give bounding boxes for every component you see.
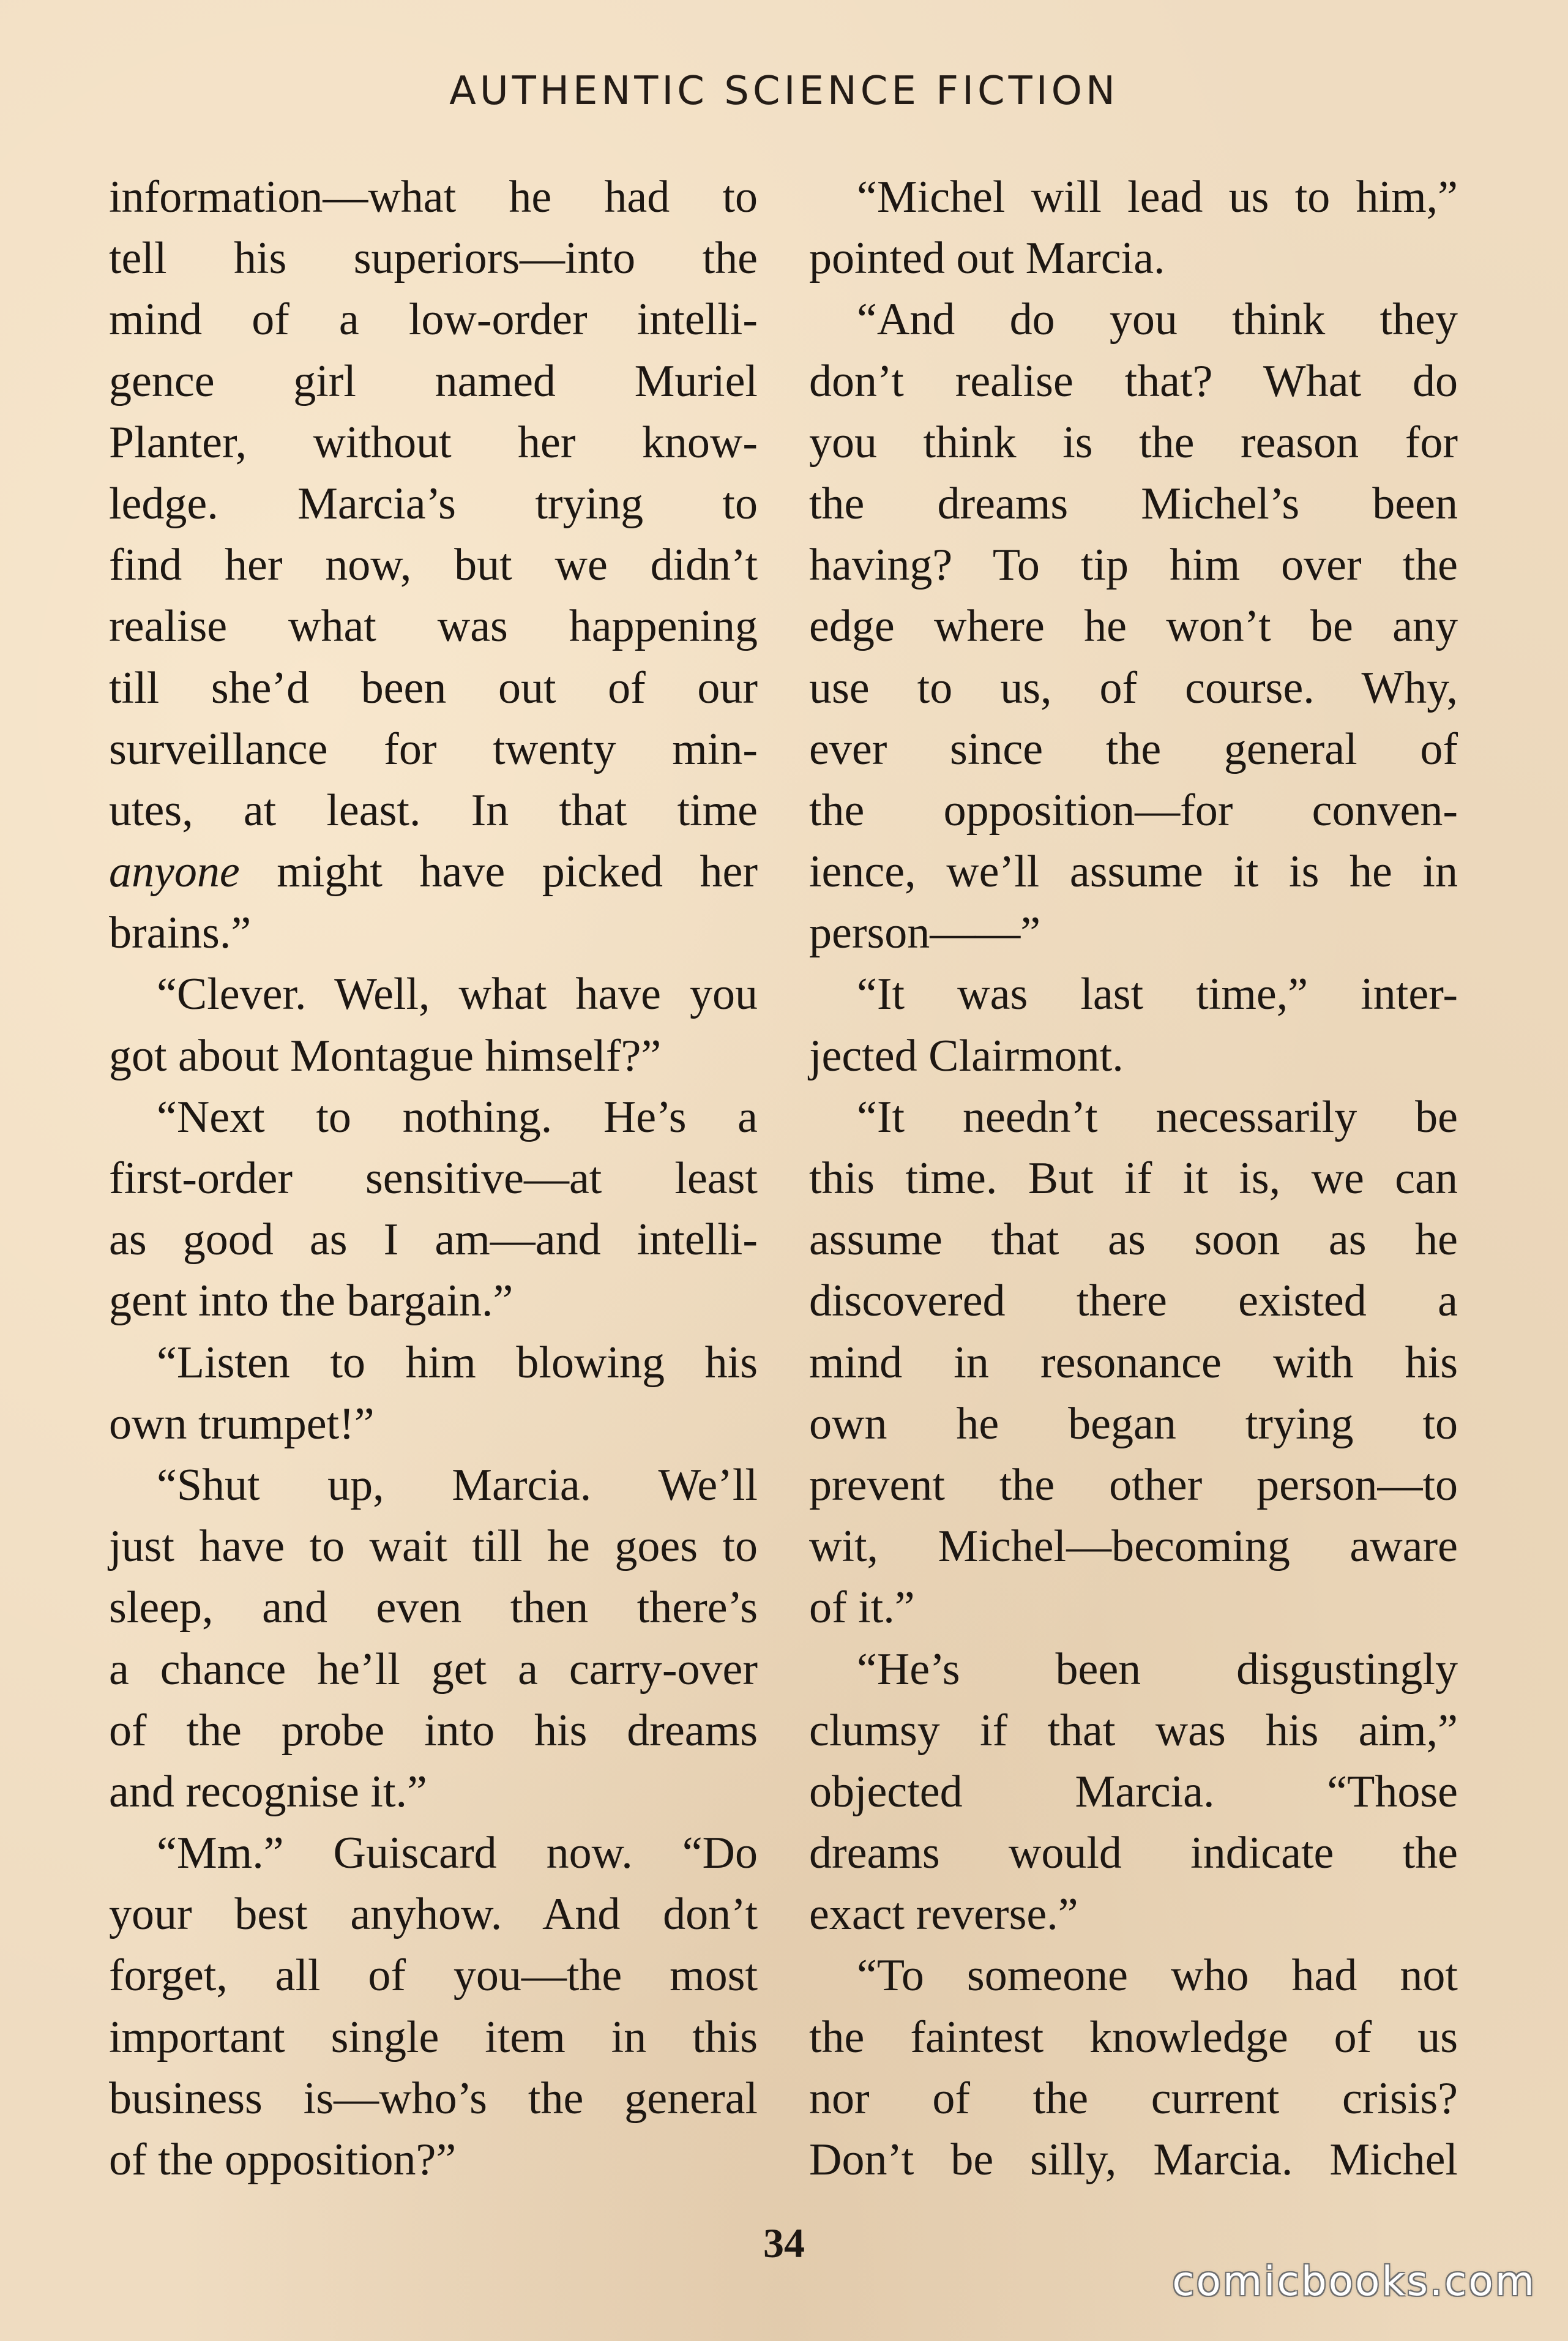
text-line: got about Montague himself?” <box>109 1030 662 1081</box>
text-line: “It was last time,” inter- <box>857 969 1458 1020</box>
text-line: just have to wait till he goes to <box>109 1521 758 1572</box>
page-number: 34 <box>763 2220 805 2266</box>
text-line: important single item in this <box>109 2012 758 2062</box>
text-line: as good as I am—and intelli- <box>109 1215 758 1265</box>
text-line: mind in resonance with his <box>809 1337 1458 1388</box>
text-line: prevent the other person—to <box>809 1459 1458 1510</box>
text-line: jected Clairmont. <box>809 1030 1124 1081</box>
text-line: “It needn’t necessarily be <box>857 1092 1458 1142</box>
text-line: a chance he’ll get a carry-over <box>109 1644 758 1695</box>
text-line: realise what was happening <box>109 601 758 652</box>
watermark: comicbooks.com <box>1172 2258 1536 2305</box>
text-line: till she’d been out of our <box>109 662 758 713</box>
text-line: objected Marcia. “Those <box>809 1766 1458 1817</box>
text-line: find her now, but we didn’t <box>109 540 758 591</box>
text-line: ience, we’ll assume it is he in <box>809 847 1458 897</box>
emphasis: anyone <box>109 847 240 897</box>
text-line: wit, Michel—becoming aware <box>809 1521 1458 1572</box>
text-line: use to us, of course. Why, <box>809 662 1458 713</box>
text-line: having? To tip him over the <box>809 540 1458 591</box>
text-line: first-order sensitive—at least <box>109 1153 758 1204</box>
text-line: person——” <box>809 908 1041 959</box>
text-line: and recognise it.” <box>109 1766 427 1817</box>
text-line: edge where he won’t be any <box>809 601 1458 652</box>
text-line: own he began trying to <box>809 1398 1458 1449</box>
text-line: assume that as soon as he <box>809 1215 1458 1265</box>
text-line: “And do you think they <box>857 294 1458 345</box>
text-line: forget, all of you—the most <box>109 1950 758 2001</box>
text-line: this time. But if it is, we can <box>809 1153 1458 1204</box>
text-line: own trumpet!” <box>109 1398 375 1449</box>
text-line: pointed out Marcia. <box>809 233 1165 284</box>
text-line: surveillance for twenty min- <box>109 724 758 774</box>
text-line: information—what he had to <box>109 172 758 222</box>
text-line: utes, at least. In that time <box>109 785 758 836</box>
text-line: “Clever. Well, what have you <box>157 969 758 1020</box>
text-line: gent into the bargain.” <box>109 1276 513 1327</box>
text-line: the dreams Michel’s been <box>809 478 1458 529</box>
text-line: the opposition—for conven- <box>809 785 1458 836</box>
text-line: of the probe into his dreams <box>109 1705 758 1756</box>
text-line: business is—who’s the general <box>109 2073 758 2124</box>
text-line: the faintest knowledge of us <box>809 2012 1458 2062</box>
text-line: “Next to nothing. He’s a <box>157 1092 758 1142</box>
text-line: exact reverse.” <box>809 1889 1078 1940</box>
text-line: “He’s been disgustingly <box>857 1644 1458 1695</box>
text-line: “Shut up, Marcia. We’ll <box>157 1459 758 1510</box>
text-line: don’t realise that? What do <box>809 356 1458 406</box>
text-line: Planter, without her know- <box>109 417 758 468</box>
running-head: AUTHENTIC SCIENCE FICTION <box>449 69 1119 114</box>
text-line: sleep, and even then there’s <box>109 1583 758 1633</box>
left-text-column <box>109 167 758 2190</box>
text-line: ledge. Marcia’s trying to <box>109 478 758 529</box>
text-line: nor of the current crisis? <box>809 2073 1458 2124</box>
text-line: clumsy if that was his aim,” <box>809 1705 1458 1756</box>
text-line: discovered there existed a <box>809 1276 1458 1327</box>
right-text-column <box>809 167 1458 2190</box>
text-line: brains.” <box>109 908 252 959</box>
text-line: of the opposition?” <box>109 2135 457 2185</box>
text-line: anyone might have picked her <box>109 847 758 897</box>
text-line: “Mm.” Guiscard now. “Do <box>157 1828 758 1879</box>
text-line: your best anyhow. And don’t <box>109 1889 758 1940</box>
text-line: mind of a low-order intelli- <box>109 294 758 345</box>
text-line: ever since the general of <box>809 724 1458 774</box>
text-line: “Michel will lead us to him,” <box>857 172 1458 222</box>
text-line: tell his superiors—into the <box>109 233 758 284</box>
text-line: “To someone who had not <box>857 1950 1458 2001</box>
text-line: “Listen to him blowing his <box>157 1337 758 1388</box>
text-line: dreams would indicate the <box>809 1828 1458 1879</box>
text-line: you think is the reason for <box>809 417 1458 468</box>
text-line: gence girl named Muriel <box>109 356 758 406</box>
text-line: Don’t be silly, Marcia. Michel <box>809 2135 1458 2185</box>
text-line: of it.” <box>809 1583 915 1633</box>
